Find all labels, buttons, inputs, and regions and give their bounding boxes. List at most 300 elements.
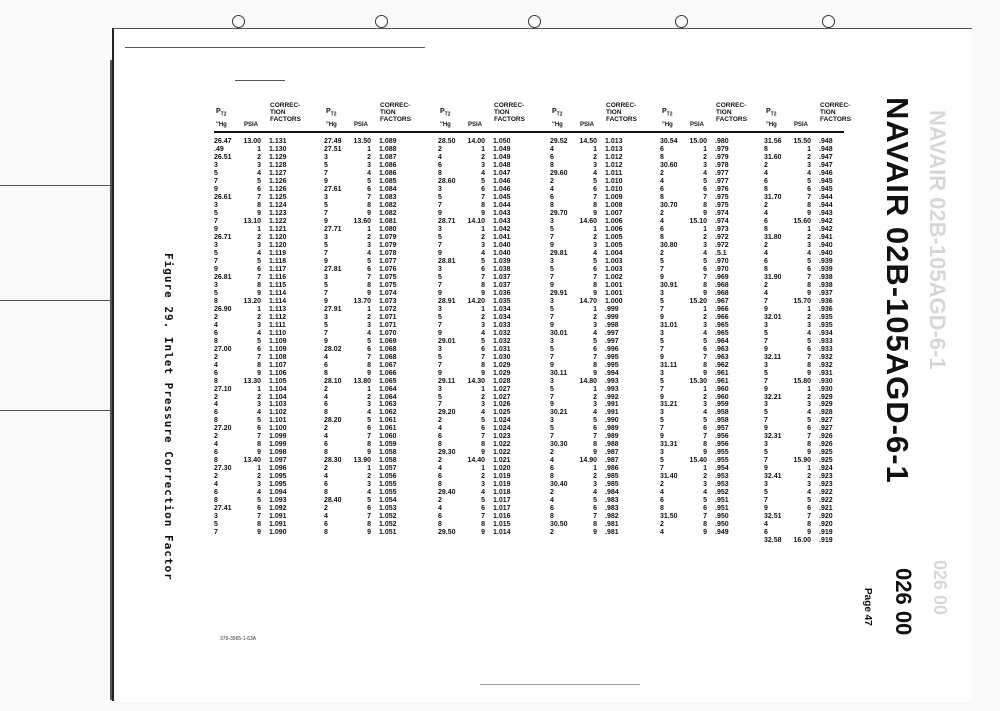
hg-value: 3	[214, 281, 218, 289]
table-row	[550, 266, 650, 274]
correction-factors-label: CORREC- TION FACTORS	[820, 102, 851, 123]
correction-factor-value: .960	[715, 393, 729, 401]
correction-factor-value: 1.127	[269, 169, 287, 177]
correction-factor-value: 1.042	[493, 225, 511, 233]
psia-value: 7	[593, 273, 597, 281]
table-row	[324, 394, 424, 402]
correction-factor-value: .988	[605, 441, 619, 449]
table-row	[438, 202, 538, 210]
hg-value: 4	[214, 401, 218, 409]
psia-value: 8	[367, 521, 371, 529]
hg-value: 7	[660, 305, 664, 313]
psia-value: 8	[257, 521, 261, 529]
psia-value: 5	[703, 177, 707, 185]
psia-value: 8	[593, 361, 597, 369]
psia-value: 7	[703, 513, 707, 521]
psia-value: 14.10	[467, 217, 485, 225]
hg-value: 3	[550, 217, 554, 225]
psia-value: 9	[593, 369, 597, 377]
table-row	[764, 330, 864, 338]
correction-factor-value: .966	[715, 305, 729, 313]
psia-value: 2	[703, 313, 707, 321]
psia-value: 7	[481, 273, 485, 281]
correction-factor-value: 1.031	[493, 345, 511, 353]
hg-value: 9	[764, 465, 768, 473]
psia-value: 4	[703, 489, 707, 497]
psia-value: 1	[703, 145, 707, 153]
correction-factor-value: 1.043	[493, 209, 511, 217]
table-row	[324, 178, 424, 186]
table-row	[764, 489, 864, 497]
table-row	[550, 346, 650, 354]
psia-value: 4	[807, 329, 811, 337]
correction-factor-value: 1.066	[379, 369, 397, 377]
table-row	[324, 138, 424, 146]
table-row	[764, 338, 864, 346]
table-row	[438, 290, 538, 298]
table-row	[764, 258, 864, 266]
table-row	[214, 194, 314, 202]
table-row	[324, 346, 424, 354]
table-row	[764, 306, 864, 314]
table-row	[438, 449, 538, 457]
correction-factor-value: .932	[819, 353, 833, 361]
correction-factor-value: 1.057	[379, 465, 397, 473]
hg-value: 29.81	[550, 249, 568, 257]
hg-value: 30.50	[550, 521, 568, 529]
correction-factor-value: .978	[715, 161, 729, 169]
hg-value: 5	[660, 417, 664, 425]
table-row	[324, 186, 424, 194]
hg-value: 6	[550, 505, 554, 513]
hg-value: 4	[660, 489, 664, 497]
correction-factor-value: .995	[605, 361, 619, 369]
document-number: NAVAIR 02B-105AGD-6-1	[880, 97, 915, 484]
table-row	[550, 433, 650, 441]
psia-value: 3	[367, 161, 371, 169]
hg-value: 7	[764, 377, 768, 385]
hg-value: 2	[660, 249, 664, 257]
correction-factor-value: 1.002	[605, 273, 623, 281]
correction-factor-value: 1.047	[493, 169, 511, 177]
correction-factor-value: 1.091	[269, 513, 287, 521]
table-row	[324, 322, 424, 330]
psia-value: 2	[593, 153, 597, 161]
psia-value: 6	[807, 185, 811, 193]
psia-value: 8	[593, 201, 597, 209]
correction-factor-value: 1.036	[493, 289, 511, 297]
table-row	[438, 250, 538, 258]
hg-value: 31.90	[764, 273, 782, 281]
psia-value: 3	[703, 241, 707, 249]
table-row	[764, 242, 864, 250]
hg-value: 5	[324, 281, 328, 289]
correction-factor-value: 1.118	[269, 257, 287, 265]
hg-value: 4	[438, 505, 442, 513]
table-row	[324, 194, 424, 202]
psia-value: 7	[703, 353, 707, 361]
psia-value: 3	[593, 161, 597, 169]
hg-value: 4	[550, 145, 554, 153]
hg-value: 3	[550, 337, 554, 345]
correction-factor-value: .962	[715, 361, 729, 369]
psia-value: 8	[703, 281, 707, 289]
table-row	[214, 457, 314, 465]
correction-factor-value: 1.079	[379, 241, 397, 249]
psia-value: 1	[593, 145, 597, 153]
hg-value: 9	[550, 281, 554, 289]
hg-value: 9	[764, 345, 768, 353]
hg-value: 27.71	[324, 225, 342, 233]
table-row	[660, 473, 760, 481]
table-row	[660, 210, 760, 218]
hg-value: 6	[324, 521, 328, 529]
hg-value: 7	[550, 353, 554, 361]
table-row	[764, 210, 864, 218]
psia-value: 6	[593, 265, 597, 273]
psia-value: 2	[367, 313, 371, 321]
psia-value: 3	[703, 481, 707, 489]
correction-factor-value: .982	[605, 513, 619, 521]
table-row	[214, 210, 314, 218]
correction-factor-value: .920	[819, 513, 833, 521]
correction-factor-value: 1.001	[605, 289, 623, 297]
correction-factor-value: 1.000	[605, 297, 623, 305]
psia-value: 2	[257, 153, 261, 161]
table-row	[660, 489, 760, 497]
table-row	[550, 274, 650, 282]
hg-value: 4	[324, 473, 328, 481]
pt2-label: $P_{T2}$	[766, 108, 777, 118]
table-row	[764, 354, 864, 362]
table-row	[764, 362, 864, 370]
table-row	[764, 178, 864, 186]
table-row	[764, 234, 864, 242]
table-row	[764, 186, 864, 194]
correction-factor-value: .997	[605, 329, 619, 337]
hg-value: 27.00	[214, 345, 232, 353]
correction-factor-value: 1.078	[379, 249, 397, 257]
table-block	[324, 100, 424, 537]
psia-value: 6	[593, 425, 597, 433]
psia-value: 6	[593, 505, 597, 513]
correction-factor-value: .943	[819, 209, 833, 217]
table-row	[550, 178, 650, 186]
psia-value: 9	[367, 289, 371, 297]
correction-factor-value: 1.116	[269, 273, 287, 281]
psia-value: 2	[257, 233, 261, 241]
psia-value: 9	[703, 449, 707, 457]
correction-factor-value: 1.112	[269, 313, 287, 321]
hg-value: 4	[324, 353, 328, 361]
table-row	[324, 306, 424, 314]
correction-factor-value: 1.051	[379, 529, 397, 537]
psia-value: 8	[367, 441, 371, 449]
hg-value: 6	[764, 217, 768, 225]
hg-value: 7	[438, 401, 442, 409]
hg-value: 7	[660, 345, 664, 353]
psia-value: 1	[807, 385, 811, 393]
psia-value: 3	[481, 481, 485, 489]
correction-factor-value: 1.090	[269, 529, 287, 537]
correction-factor-value: .967	[715, 297, 729, 305]
psia-value: 5	[807, 177, 811, 185]
table-row	[438, 386, 538, 394]
correction-factor-value: 1.095	[269, 481, 287, 489]
psia-value: 6	[481, 265, 485, 273]
correction-factor-value: 1.016	[493, 513, 511, 521]
psia-value: 1	[807, 145, 811, 153]
hg-value: 9	[660, 433, 664, 441]
hg-value: 32.58	[764, 537, 782, 545]
hg-value: 8	[438, 169, 442, 177]
table-row	[214, 505, 314, 513]
table-row	[214, 370, 314, 378]
psia-value: 3	[257, 401, 261, 409]
hg-value: 28.02	[324, 345, 342, 353]
correction-factor-value: 1.119	[269, 249, 287, 257]
correction-factor-value: 1.026	[493, 401, 511, 409]
psia-value: 1	[481, 145, 485, 153]
table-row	[214, 346, 314, 354]
hg-value: 27.30	[214, 465, 232, 473]
hg-value: 5	[324, 321, 328, 329]
psia-value: 4	[807, 169, 811, 177]
table-row	[324, 314, 424, 322]
table-row	[324, 154, 424, 162]
psia-value: 9	[703, 289, 707, 297]
correction-factor-value: 1.111	[269, 321, 286, 329]
table-row	[214, 234, 314, 242]
hg-value: 28.71	[438, 217, 456, 225]
table-row	[550, 505, 650, 513]
psia-value: 2	[593, 473, 597, 481]
hg-value: 30.21	[550, 409, 568, 417]
page-code: 026 00	[891, 568, 916, 636]
psia-value: 4	[367, 249, 371, 257]
correction-factors-label: CORREC- TION FACTORS	[606, 102, 637, 123]
correction-factor-value: .960	[715, 385, 729, 393]
psia-value: 4	[593, 329, 597, 337]
table-row	[764, 401, 864, 409]
column-header	[660, 100, 760, 132]
hg-value: 6	[214, 329, 218, 337]
psia-value: 15.10	[689, 217, 707, 225]
hg-value: 3	[550, 417, 554, 425]
table-row	[214, 417, 314, 425]
table-row	[438, 322, 538, 330]
hg-value: 29.30	[438, 449, 456, 457]
hg-value: 27.10	[214, 385, 232, 393]
correction-factor-value: .970	[715, 265, 729, 273]
psia-value: 4	[593, 409, 597, 417]
table-row	[550, 338, 650, 346]
punch-hole	[232, 15, 245, 28]
table-row	[660, 425, 760, 433]
table-row	[324, 298, 424, 306]
hg-value: 30.54	[660, 138, 678, 145]
correction-factor-value: 1.052	[379, 513, 397, 521]
hg-value: 5	[438, 393, 442, 401]
psia-value: 4	[367, 409, 371, 417]
hg-value: 2	[324, 385, 328, 393]
psia-value: 3	[367, 401, 371, 409]
hg-value: 7	[764, 417, 768, 425]
correction-factor-value: .998	[605, 321, 619, 329]
table-row	[550, 154, 650, 162]
hg-value: 32.21	[764, 393, 782, 401]
table-row	[660, 234, 760, 242]
correction-factor-value: 1.093	[269, 497, 287, 505]
psia-value: 9	[367, 529, 371, 537]
psia-value: 15.40	[689, 457, 707, 465]
table-row	[324, 218, 424, 226]
hg-value: 9	[660, 273, 664, 281]
correction-factor-value: 1.103	[269, 401, 287, 409]
correction-factor-value: 1.115	[269, 281, 287, 289]
psia-value: 5	[593, 177, 597, 185]
correction-factor-value: 1.032	[493, 337, 511, 345]
correction-factor-value: .928	[819, 409, 833, 417]
psia-value: 4	[367, 329, 371, 337]
correction-factor-value: 1.037	[493, 281, 511, 289]
psia-value: 15.30	[689, 377, 707, 385]
table-row	[550, 234, 650, 242]
table-row	[324, 202, 424, 210]
psia-value: 5	[367, 177, 371, 185]
table-row	[438, 314, 538, 322]
correction-factor-value: 1.027	[493, 385, 511, 393]
psia-value: 9	[257, 369, 261, 377]
correction-factor-value: 1.022	[493, 449, 511, 457]
hg-value: 5	[214, 249, 218, 257]
correction-factor-value: 1.060	[379, 433, 397, 441]
hg-value: 5	[660, 457, 664, 465]
hg-value: 29.50	[438, 529, 456, 537]
table-row	[764, 449, 864, 457]
correction-factor-value: 1.071	[379, 321, 397, 329]
correction-factor-value: .958	[715, 417, 729, 425]
table-row	[550, 409, 650, 417]
table-row	[550, 146, 650, 154]
punch-hole	[822, 15, 835, 28]
hg-value: 3	[764, 401, 768, 409]
psia-value: 2	[703, 473, 707, 481]
psia-value: 1	[257, 145, 261, 153]
correction-factor-value: .944	[819, 201, 833, 209]
correction-factor-value: 1.124	[269, 201, 287, 209]
psia-value: 6	[481, 425, 485, 433]
correction-factor-value: .989	[605, 425, 619, 433]
table-block	[214, 100, 314, 537]
correction-factor-value: 1.049	[493, 145, 511, 153]
table-row	[550, 322, 650, 330]
table-row	[324, 162, 424, 170]
correction-factor-value: 1.029	[493, 361, 511, 369]
correction-factor-value: 1.114	[269, 289, 287, 297]
correction-factor-value: 1.070	[379, 329, 397, 337]
psia-value: 1	[593, 305, 597, 313]
hg-value: 32.01	[764, 313, 782, 321]
correction-factor-value: .963	[715, 345, 729, 353]
psia-value: 2	[593, 313, 597, 321]
table-row	[660, 186, 760, 194]
table-row	[438, 162, 538, 170]
psia-label: PSIA	[580, 122, 595, 128]
correction-factor-value: 1.039	[493, 257, 511, 265]
scan-artifact	[0, 185, 112, 186]
psia-value: 5	[593, 257, 597, 265]
correction-factor-value: .993	[605, 385, 619, 393]
correction-factor-value: .931	[819, 369, 833, 377]
correction-factor-value: 1.050	[493, 138, 511, 145]
table-row	[550, 521, 650, 529]
hg-value: 7	[438, 281, 442, 289]
correction-factor-value: 1.120	[269, 241, 287, 249]
psia-value: 4	[703, 169, 707, 177]
psia-value: 6	[807, 265, 811, 273]
correction-factors-label: CORREC- TION FACTORS	[716, 102, 747, 123]
psia-value: 4	[481, 409, 485, 417]
hg-value: 4	[660, 177, 664, 185]
psia-value: 6	[367, 505, 371, 513]
table-row	[764, 322, 864, 330]
hg-value: 5	[764, 369, 768, 377]
ghost-print-title: NAVAIR 02B-105AGD-6-1	[925, 110, 950, 370]
table-row	[438, 457, 538, 465]
hg-value: 28.50	[438, 138, 456, 145]
correction-factor-value: .980	[715, 138, 729, 145]
psia-value: 4	[367, 169, 371, 177]
correction-factor-value: 1.011	[605, 169, 623, 177]
psia-value: 7	[807, 513, 811, 521]
hg-value: 29.20	[438, 409, 456, 417]
psia-label: PSIA	[468, 122, 483, 128]
correction-factor-value: .995	[605, 353, 619, 361]
correction-factor-value: .999	[605, 313, 619, 321]
hg-value: 8	[214, 417, 218, 425]
hg-value: 9	[324, 217, 328, 225]
table-row	[764, 465, 864, 473]
correction-factor-value: 1.109	[269, 337, 287, 345]
table-row	[438, 513, 538, 521]
hg-value: 6	[214, 409, 218, 417]
psia-value: 2	[481, 313, 485, 321]
hg-value: 31.70	[764, 193, 782, 201]
psia-value: 8	[481, 281, 485, 289]
correction-factor-value: .942	[819, 225, 833, 233]
table-row	[660, 457, 760, 465]
psia-value: 8	[807, 521, 811, 529]
psia-value: 15.90	[793, 457, 811, 465]
psia-value: 3	[367, 241, 371, 249]
psia-value: 2	[367, 473, 371, 481]
hg-value: 30.30	[550, 441, 568, 449]
table-row	[214, 378, 314, 386]
table-row	[660, 162, 760, 170]
psia-value: 1	[593, 465, 597, 473]
table-row	[214, 226, 314, 234]
correction-factors-label: CORREC- TION FACTORS	[494, 102, 525, 123]
hg-value: 26.47	[214, 138, 232, 145]
table-row	[660, 194, 760, 202]
hg-value: 31.60	[764, 153, 782, 161]
hg-value: 4	[550, 457, 554, 465]
psia-value: 3	[807, 161, 811, 169]
table-row	[324, 266, 424, 274]
table-row	[764, 537, 864, 545]
correction-factor-value: .957	[715, 425, 729, 433]
